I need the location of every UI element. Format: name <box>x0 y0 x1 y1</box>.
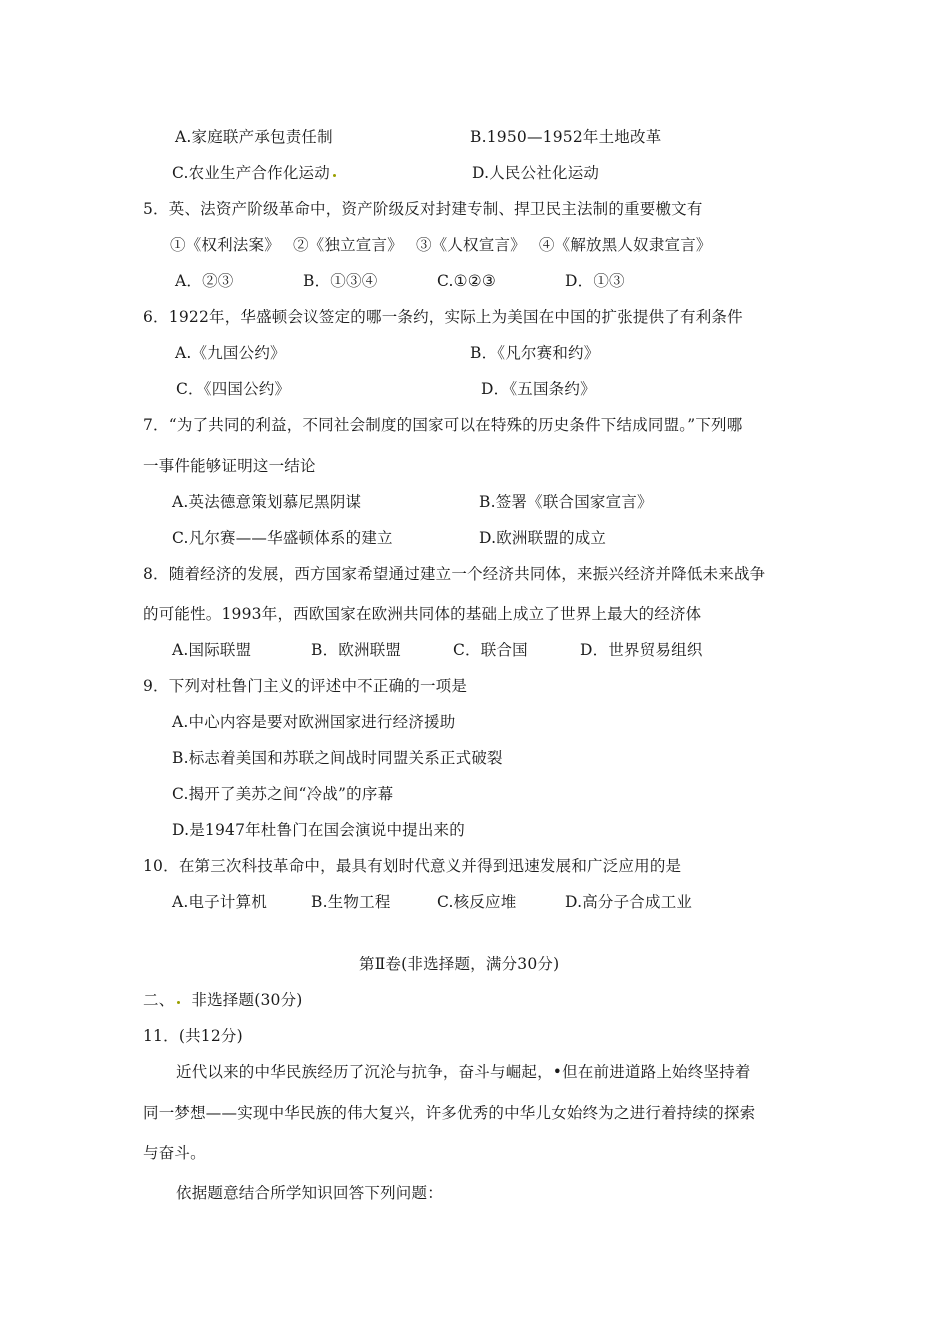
q7-option-d: D.欧洲联盟的成立 <box>479 529 607 547</box>
q9-option-b: B.标志着美国和苏联之间战时同盟关系正式破裂 <box>172 749 503 767</box>
q7-option-b: B.签署《联合国家宣言》 <box>479 493 653 511</box>
part2-heading <box>143 990 303 1010</box>
stray-dot-mark <box>333 174 336 177</box>
q8-option-c: C．联合国 <box>453 641 528 659</box>
q11-para1-line1: 近代以来的中华民族经历了沉沦与抗争，奋斗与崛起，•但在前进道路上始终坚持着 <box>176 1063 751 1081</box>
q5-items: ①《权利法案》 ②《独立宣言》 ③《人权宣言》 ④《解放黑人奴隶宣言》 <box>170 236 712 254</box>
q8-option-b: B．欧洲联盟 <box>311 641 402 659</box>
q11-para1-line2: 同一梦想——实现中华民族的伟大复兴，许多优秀的中华儿女始终为之进行着持续的探索 <box>143 1104 756 1122</box>
part2-heading-text: 非选择题(30分) <box>191 991 303 1009</box>
stray-dot-mark <box>177 1001 180 1004</box>
q8-stem-line2: 的可能性。1993年，西欧国家在欧洲共同体的基础上成立了世界上最大的经济体 <box>143 605 702 623</box>
q7-option-a: A.英法德意策划慕尼黑阴谋 <box>172 493 362 511</box>
q5-option-a: A．②③ <box>175 272 234 290</box>
q4-option-d: D.人民公社化运动 <box>472 164 600 182</box>
q6-option-d: D．《五国条约》 <box>481 380 596 398</box>
q7-stem-line1: 7．“为了共同的利益，不同社会制度的国家可以在特殊的历史条件下结成同盟。”下列哪 <box>143 416 743 434</box>
q4-option-b: B.1950—1952年土地改革 <box>470 128 662 146</box>
q6-option-a: A.《九国公约》 <box>175 344 286 362</box>
q6-option-b: B．《凡尔赛和约》 <box>470 344 600 362</box>
q6-option-c: C．《四国公约》 <box>176 380 291 398</box>
q6-stem: 6．1922年，华盛顿会议签定的哪一条约，实际上为美国在中国的扩张提供了有利条件 <box>143 308 743 326</box>
q5-option-d: D．①③ <box>565 272 625 290</box>
q4-option-c <box>172 163 339 183</box>
q4-option-c-text: C.农业生产合作化运动 <box>172 164 330 182</box>
q11-para1-line3: 与奋斗。 <box>143 1144 206 1162</box>
q5-option-b: B．①③④ <box>303 272 378 290</box>
q10-option-b: B.生物工程 <box>311 893 391 911</box>
q9-option-d: D.是1947年杜鲁门在国会演说中提出来的 <box>172 821 465 839</box>
q11-para2: 依据题意结合所学知识回答下列问题： <box>176 1184 443 1202</box>
q7-stem-line2: 一事件能够证明这一结论 <box>143 457 316 475</box>
q11-label: 11．(共12分) <box>143 1027 243 1045</box>
q4-option-a: A.家庭联产承包责任制 <box>175 128 333 146</box>
q9-option-a: A.中心内容是要对欧洲国家进行经济援助 <box>172 713 456 731</box>
part2-title: 第Ⅱ卷(非选择题，满分30分) <box>359 955 560 973</box>
q8-option-d: D．世界贸易组织 <box>580 641 703 659</box>
q8-option-a: A.国际联盟 <box>172 641 252 659</box>
q10-option-d: D.高分子合成工业 <box>565 893 693 911</box>
part2-heading-prefix: 二、 <box>143 991 175 1009</box>
q5-option-c: C.①②③ <box>437 272 496 290</box>
q9-option-c: C.揭开了美苏之间“冷战”的序幕 <box>172 785 394 803</box>
q8-stem-line1: 8．随着经济的发展，西方国家希望通过建立一个经济共同体，来振兴经济并降低未来战争 <box>143 565 766 583</box>
q9-stem: 9．下列对杜鲁门主义的评述中不正确的一项是 <box>143 677 468 695</box>
q7-option-c: C.凡尔赛——华盛顿体系的建立 <box>172 529 393 547</box>
q5-stem: 5．英、法资产阶级革命中，资产阶级反对封建专制、捍卫民主法制的重要檄文有 <box>143 200 703 218</box>
q10-option-c: C.核反应堆 <box>437 893 517 911</box>
q10-option-a: A.电子计算机 <box>172 893 268 911</box>
q10-stem: 10．在第三次科技革命中，最具有划时代意义并得到迅速发展和广泛应用的是 <box>143 857 682 875</box>
